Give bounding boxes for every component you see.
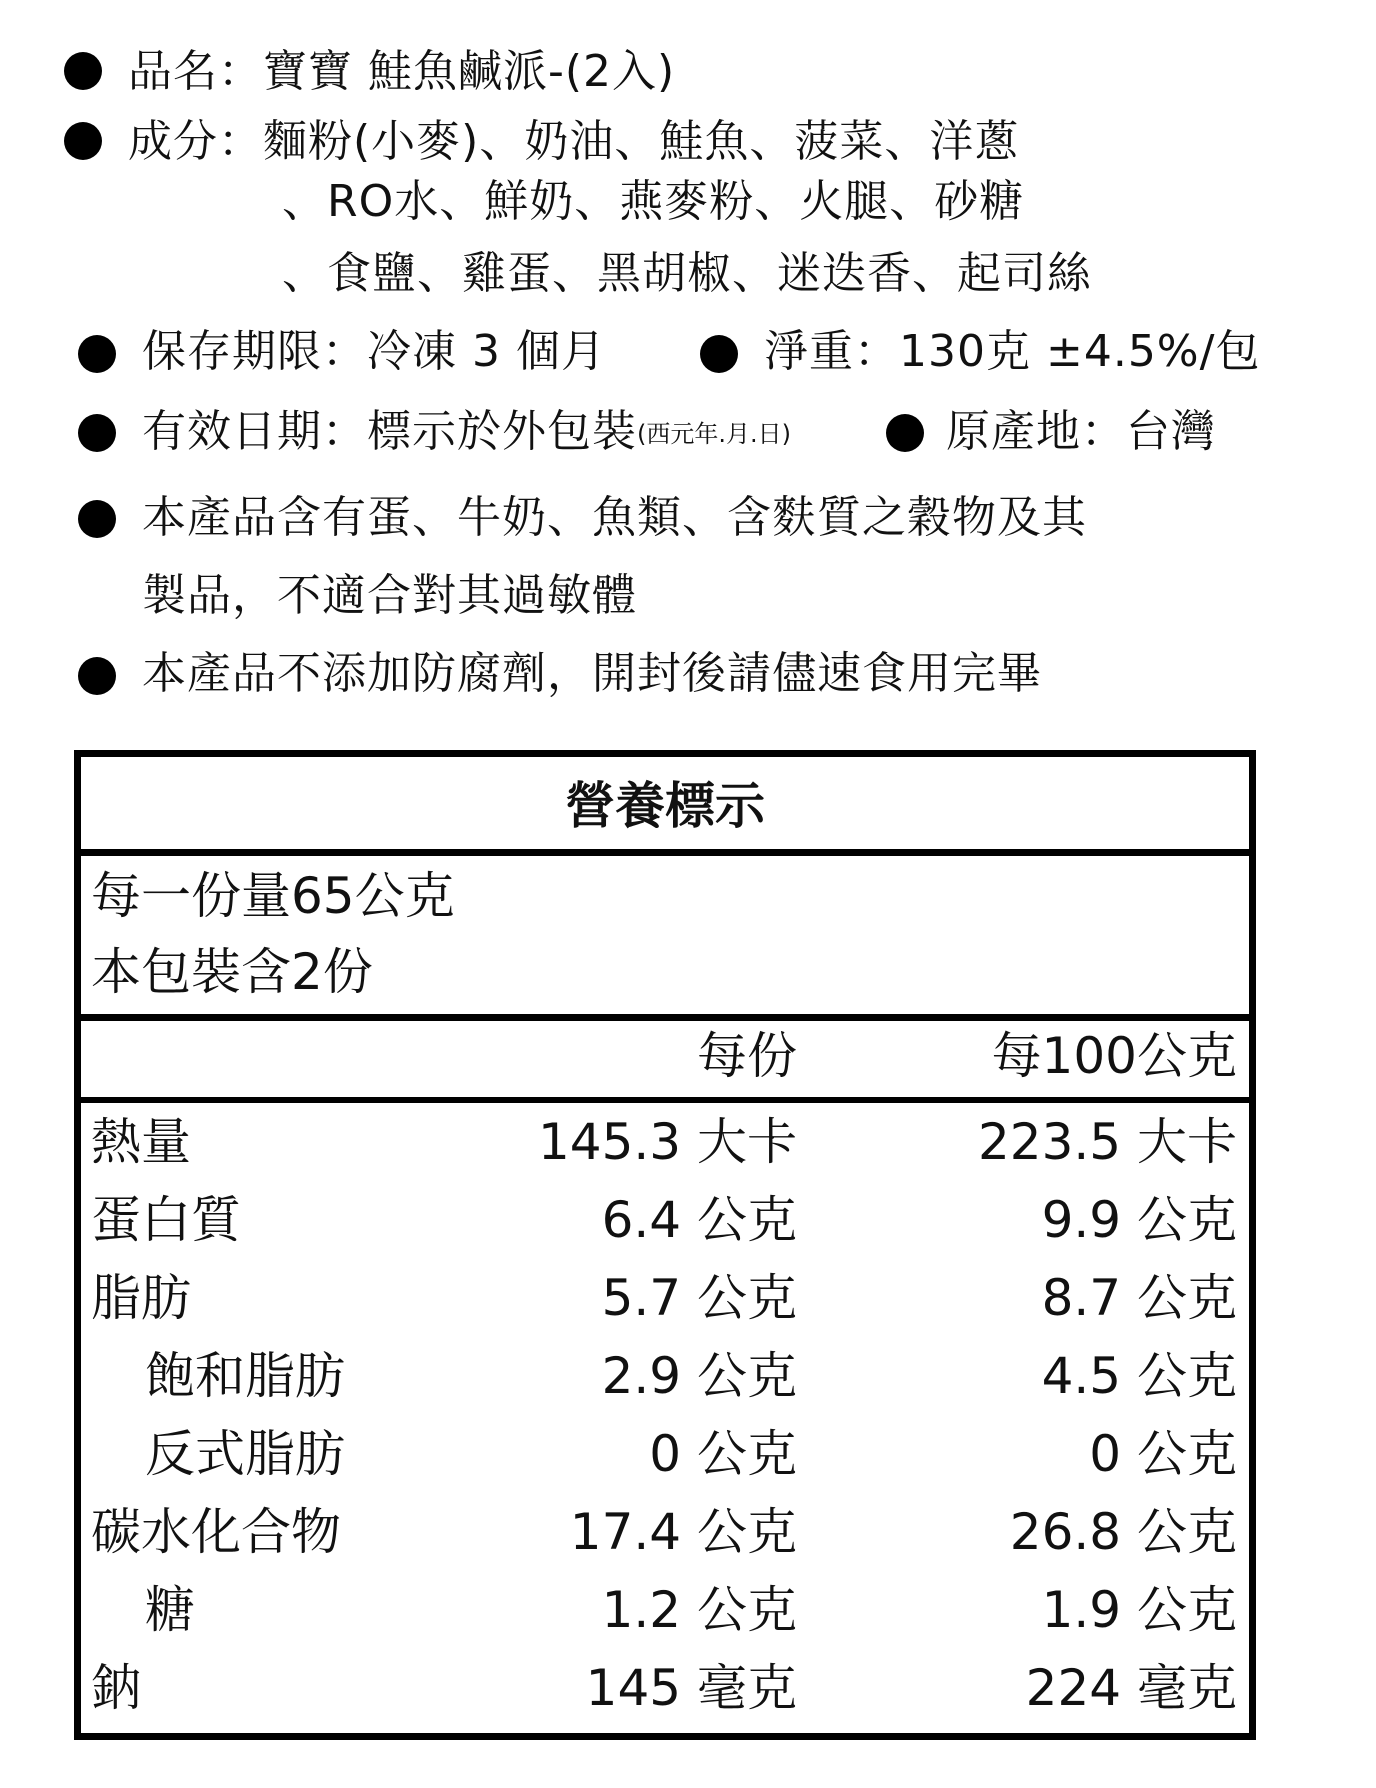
nutrient-name: 糖 <box>145 1581 195 1639</box>
nutrient-per-100g: 9.9 公克 <box>1041 1191 1237 1249</box>
divider <box>81 849 1249 856</box>
nutrient-name: 反式脂肪 <box>145 1425 345 1483</box>
nutrient-per-serving: 6.4 公克 <box>601 1191 797 1249</box>
nutrient-per-serving: 145.3 大卡 <box>537 1113 797 1171</box>
nutrient-per-serving: 1.2 公克 <box>601 1581 797 1639</box>
bullet-icon <box>64 122 102 160</box>
shelf-life: 保存期限：冷凍 3 個月 <box>142 326 606 377</box>
ingredients-line-3: 、食鹽、雞蛋、黑胡椒、迷迭香、起司絲 <box>282 248 1092 299</box>
nutrient-name: 熱量 <box>91 1113 191 1171</box>
net-weight: 淨重：130克 ±4.5%/包 <box>764 326 1261 377</box>
allergen-line-1: 本產品含有蛋、牛奶、魚類、含麩質之穀物及其 <box>142 492 1087 543</box>
nutrient-name: 脂肪 <box>91 1269 191 1327</box>
ingredients-line-2: 、RO水、鮮奶、燕麥粉、火腿、砂糖 <box>282 176 1025 227</box>
column-header-per-serving: 每份 <box>697 1027 797 1085</box>
ingredients-line-1: 成分：麵粉(小麥)、奶油、鮭魚、菠菜、洋蔥 <box>128 116 1020 167</box>
bullet-icon <box>886 414 924 452</box>
bullet-icon <box>78 500 116 538</box>
column-header-per-100g: 每100公克 <box>991 1027 1237 1085</box>
nutrient-per-100g: 26.8 公克 <box>1009 1503 1237 1561</box>
nutrient-name: 飽和脂肪 <box>145 1347 345 1405</box>
servings-per-pack: 本包裝含2份 <box>91 943 373 1001</box>
nutrient-name: 鈉 <box>91 1659 141 1717</box>
nutrient-per-100g: 4.5 公克 <box>1041 1347 1237 1405</box>
expiry-label: 有效日期：標示於外包裝 <box>142 406 637 457</box>
serving-size: 每一份量65公克 <box>91 867 455 925</box>
nutrient-per-serving: 5.7 公克 <box>601 1269 797 1327</box>
expiry-format-note: (西元年.月.日) <box>637 420 791 448</box>
nutrient-per-100g: 223.5 大卡 <box>977 1113 1237 1171</box>
nutrient-per-100g: 8.7 公克 <box>1041 1269 1237 1327</box>
expiry-date <box>142 402 791 464</box>
bullet-icon <box>78 657 116 695</box>
preservative-note: 本產品不添加防腐劑，開封後請儘速食用完畢 <box>142 648 1042 699</box>
product-name: 品名：寶寶 鮭魚鹹派-(2入) <box>128 46 676 97</box>
nutrient-per-100g: 0 公克 <box>1089 1425 1237 1483</box>
nutrient-per-serving: 0 公克 <box>649 1425 797 1483</box>
nutrient-per-serving: 145 毫克 <box>585 1659 797 1717</box>
origin: 原產地：台灣 <box>946 406 1216 457</box>
allergen-line-2: 製品，不適合對其過敏體 <box>142 570 637 621</box>
nutrient-per-100g: 1.9 公克 <box>1041 1581 1237 1639</box>
nutrient-per-serving: 2.9 公克 <box>601 1347 797 1405</box>
bullet-icon <box>78 414 116 452</box>
nutrition-table <box>74 750 1256 1740</box>
divider <box>81 1014 1249 1021</box>
bullet-icon <box>78 335 116 373</box>
nutrient-per-serving: 17.4 公克 <box>569 1503 797 1561</box>
nutrition-title: 營養標示 <box>565 777 765 835</box>
nutrient-per-100g: 224 毫克 <box>1025 1659 1237 1717</box>
nutrient-name: 蛋白質 <box>91 1191 241 1249</box>
bullet-icon <box>64 52 102 90</box>
bullet-icon <box>700 335 738 373</box>
divider <box>81 1097 1249 1103</box>
nutrient-name: 碳水化合物 <box>91 1503 341 1561</box>
